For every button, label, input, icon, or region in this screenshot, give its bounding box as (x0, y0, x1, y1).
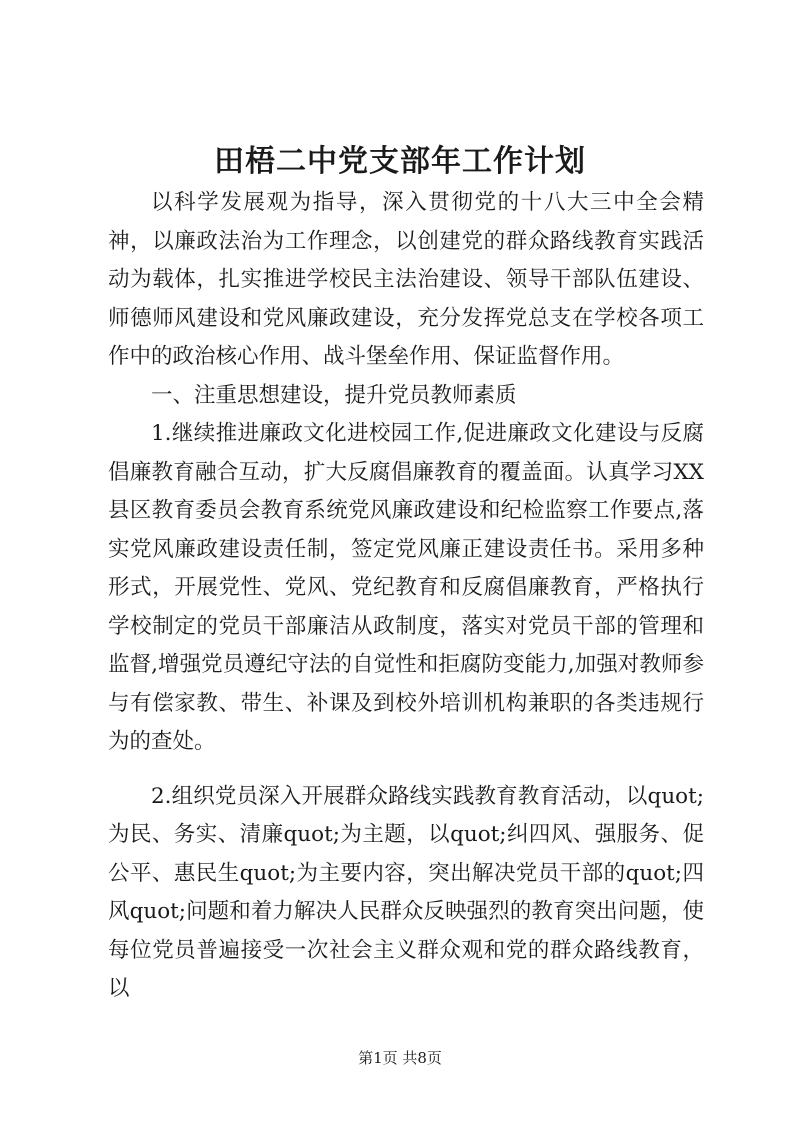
intro-paragraph: 以科学发展观为指导，深入贯彻党的十八大三中全会精神，以廉政法治为工作理念，以创建党的群众路线教育实践活动为载体，扎实推进学校民主法治建设、领导干部队伍建设、师德师风建设和党风廉政建设，充分发挥党总支在学校各项工作中的政治核心作用、战斗堡垒作用、保证监督作用。 (108, 190, 704, 369)
page-indicator: 第1页 共8页 (358, 1049, 442, 1067)
document-body (108, 184, 704, 1009)
document-title: 田梧二中党支部年工作计划 (214, 144, 586, 179)
item-2-paragraph: 2.组织党员深入开展群众路线实践教育教育活动，以quot;为民、务实、清廉quot;为主题，以quot;纠四风、强服务、促公平、惠民生quot;为主要内容，突出解决党员干部的quot;四风quot;问题和着力解决人民群众反映强烈的教育突出问题，使每位党员普遍接受一次社会主义群众观和党的群众路线教育，以 (108, 783, 704, 1001)
section-heading: 一、注重思想建设，提升党员教师素质 (151, 382, 517, 408)
item-1-paragraph: 1.继续推进廉政文化进校园工作,促进廉政文化建设与反腐倡廉教育融合互动，扩大反腐倡廉教育的覆盖面。认真学习XX县区教育委员会教育系统党风廉政建设和纪检监察工作要点,落实党风廉政建设责任制，签定党风廉正建设责任书。采用多种形式，开展党性、党风、党纪教育和反腐倡廉教育，严格执行学校制定的党员干部廉洁从政制度，落实对党员干部的管理和监督,增强党员遵纪守法的自觉性和拒腐防变能力,加强对教师参与有偿家教、带生、补课及到校外培训机构兼职的各类违规行为的查处。 (108, 421, 704, 754)
